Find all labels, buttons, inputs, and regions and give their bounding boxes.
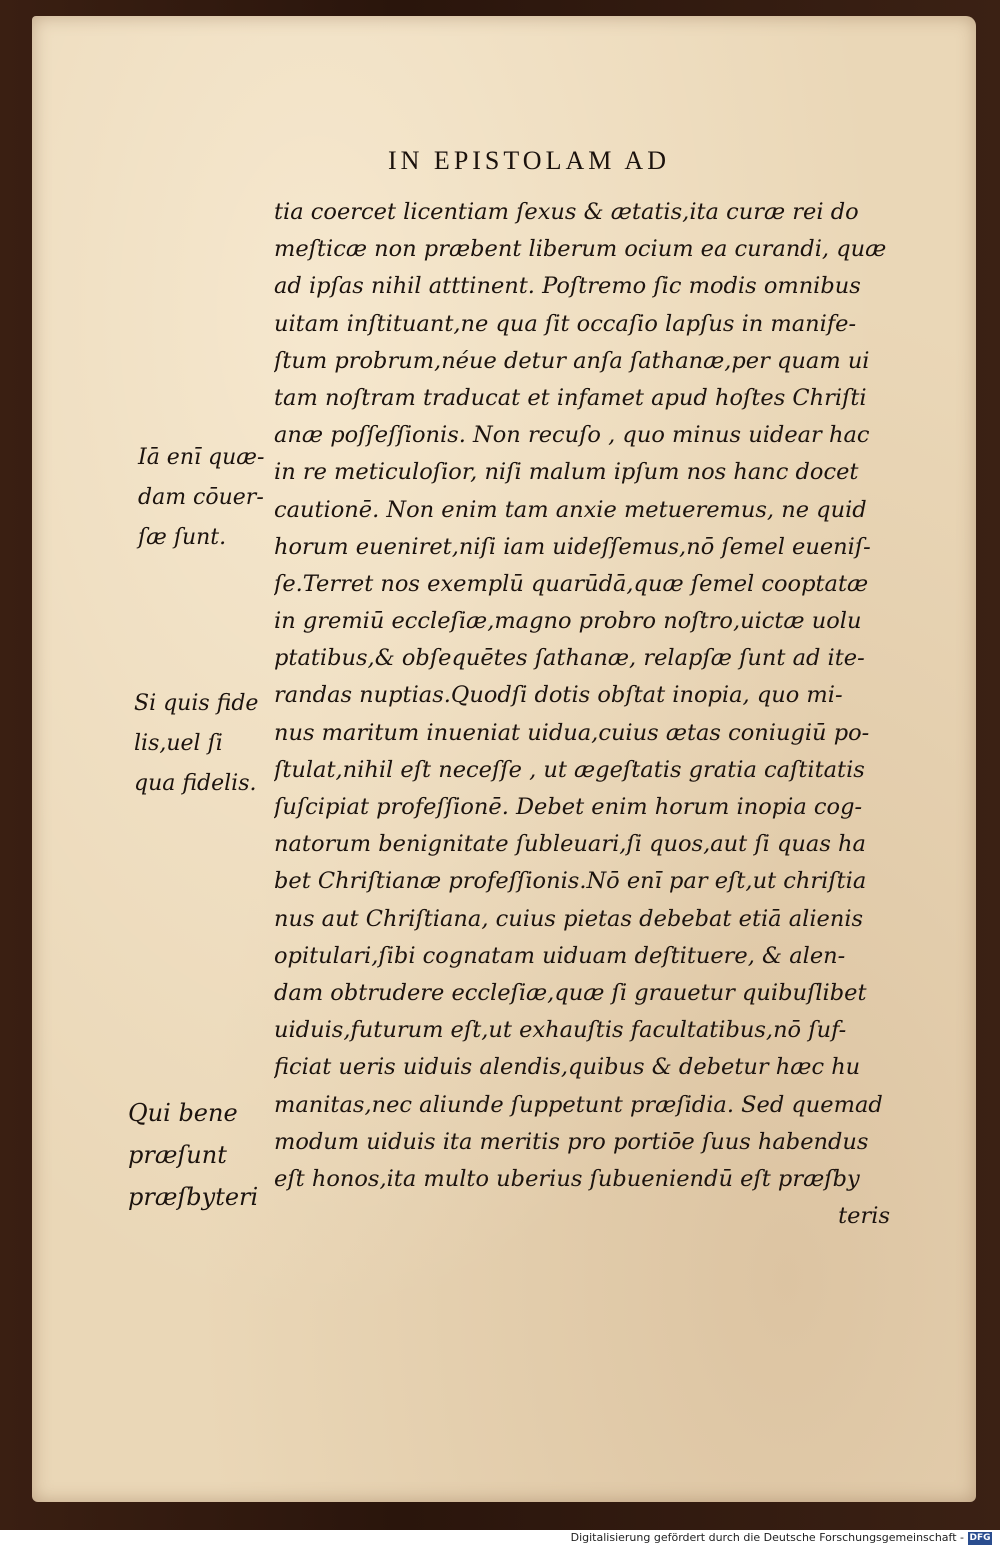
body-text	[274, 194, 914, 1235]
text-line: ſe.Terret nos exemplū quarūdā,quæ ſemel cooptatæ	[274, 570, 869, 597]
catchword: teris	[838, 1203, 890, 1230]
text-line: modum uiduis ita meritis pro portiōe ſuus habendus	[274, 1128, 869, 1155]
text-line: ad ipſas nihil atttinent. Poſtremo ſic modis omnibus	[274, 273, 861, 300]
text-line: horum eueniret,niſi iam uideſſemus,nō ſemel eueniſ-	[274, 533, 871, 560]
text-line: natorum benignitate ſubleuari,ſi quos,aut ſi quas ha	[274, 831, 866, 858]
marginal-note	[138, 438, 264, 558]
funding-credit: Digitalisierung gefördert durch die Deutsche Forschungsgemeinschaft -	[570, 1531, 964, 1544]
text-line: eſt honos,ita multo uberius ſubueniendū eſt præſby	[274, 1165, 860, 1192]
marginal-note	[134, 684, 258, 804]
marginal-note-line: Iā enī quæ-	[138, 445, 265, 470]
marginal-note-line: qua fidelis.	[134, 771, 257, 796]
text-line: uiduis,futurum eſt,ut exhauſtis facultatibus,nō ſuf-	[274, 1017, 847, 1044]
marginal-note-line: Qui bene	[128, 1099, 238, 1127]
text-line: manitas,nec aliunde ſuppetunt præſidia. Sed quemad	[274, 1091, 883, 1118]
text-line: nus maritum inueniat uidua,cuius ætas coniugiū po-	[274, 719, 870, 746]
text-line: dam obtrudere eccleſiæ,quæ ſi grauetur quibuſlibet	[274, 979, 867, 1006]
running-head: IN EPISTOLAM AD	[388, 146, 670, 175]
text-line: in gremiū eccleſiæ,magno probro noſtro,uictæ uolu	[274, 608, 862, 635]
text-line: nus aut Chriſtiana, cuius pietas debebat etiā alienis	[274, 905, 864, 932]
marginal-note-line: præſunt	[128, 1141, 227, 1169]
text-line: ficiat ueris uiduis alendis,quibus & debetur hæc hu	[274, 1054, 861, 1081]
text-line: bet Chriſtianæ profeſſionis.Nō enī par eſt,ut chriſtia	[274, 868, 867, 895]
text-line: cautionē. Non enim tam anxie metueremus, ne quid	[274, 496, 867, 523]
dfg-logo: DFG	[969, 1533, 991, 1543]
text-line: ptatibus,& obſequētes ſathanæ, relapſæ ſunt ad ite-	[274, 645, 865, 672]
text-line: ſtum probrum,néue detur anſa ſathanæ,per quam ui	[274, 347, 870, 374]
text-line: ſuſcipiat profeſſionē. Debet enim horum inopia cog-	[274, 794, 863, 820]
marginal-note-line: lis,uel ſi	[134, 731, 223, 756]
text-line: anæ poſſeſſionis. Non recuſo , quo minus uidear hac	[274, 422, 870, 449]
text-line: opitulari,ſibi cognatam uiduam deſtituere, & alen-	[274, 942, 846, 969]
text-line: uitam inſtituant,ne qua ſit occaſio lapſus in manife-	[274, 310, 857, 337]
text-line: ſtulat,nihil eſt neceſſe , ut ægeſtatis gratia caſtitatis	[274, 756, 865, 783]
marginal-note-line: Si quis fide	[134, 691, 259, 716]
text-line: randas nuptias.Quodſi dotis obſtat inopia, quo mi-	[274, 682, 843, 709]
marginal-note-line: præſbyteri	[128, 1183, 259, 1211]
marginal-note	[128, 1092, 258, 1218]
text-line: in re meticuloſior, niſi malum ipſum nos hanc docet	[274, 459, 859, 486]
text-line: meſticæ non præbent liberum ocium ea curandi, quæ	[274, 236, 887, 263]
text-line: tia coercet licentiam ſexus & ætatis,ita curæ rei do	[274, 199, 859, 225]
marginal-note-line: dam cōuer-	[138, 485, 264, 510]
text-line: tam noſtram traducat et infamet apud hoſtes Chriſti	[274, 384, 867, 411]
marginal-note-line: ſæ ſunt.	[138, 525, 227, 550]
